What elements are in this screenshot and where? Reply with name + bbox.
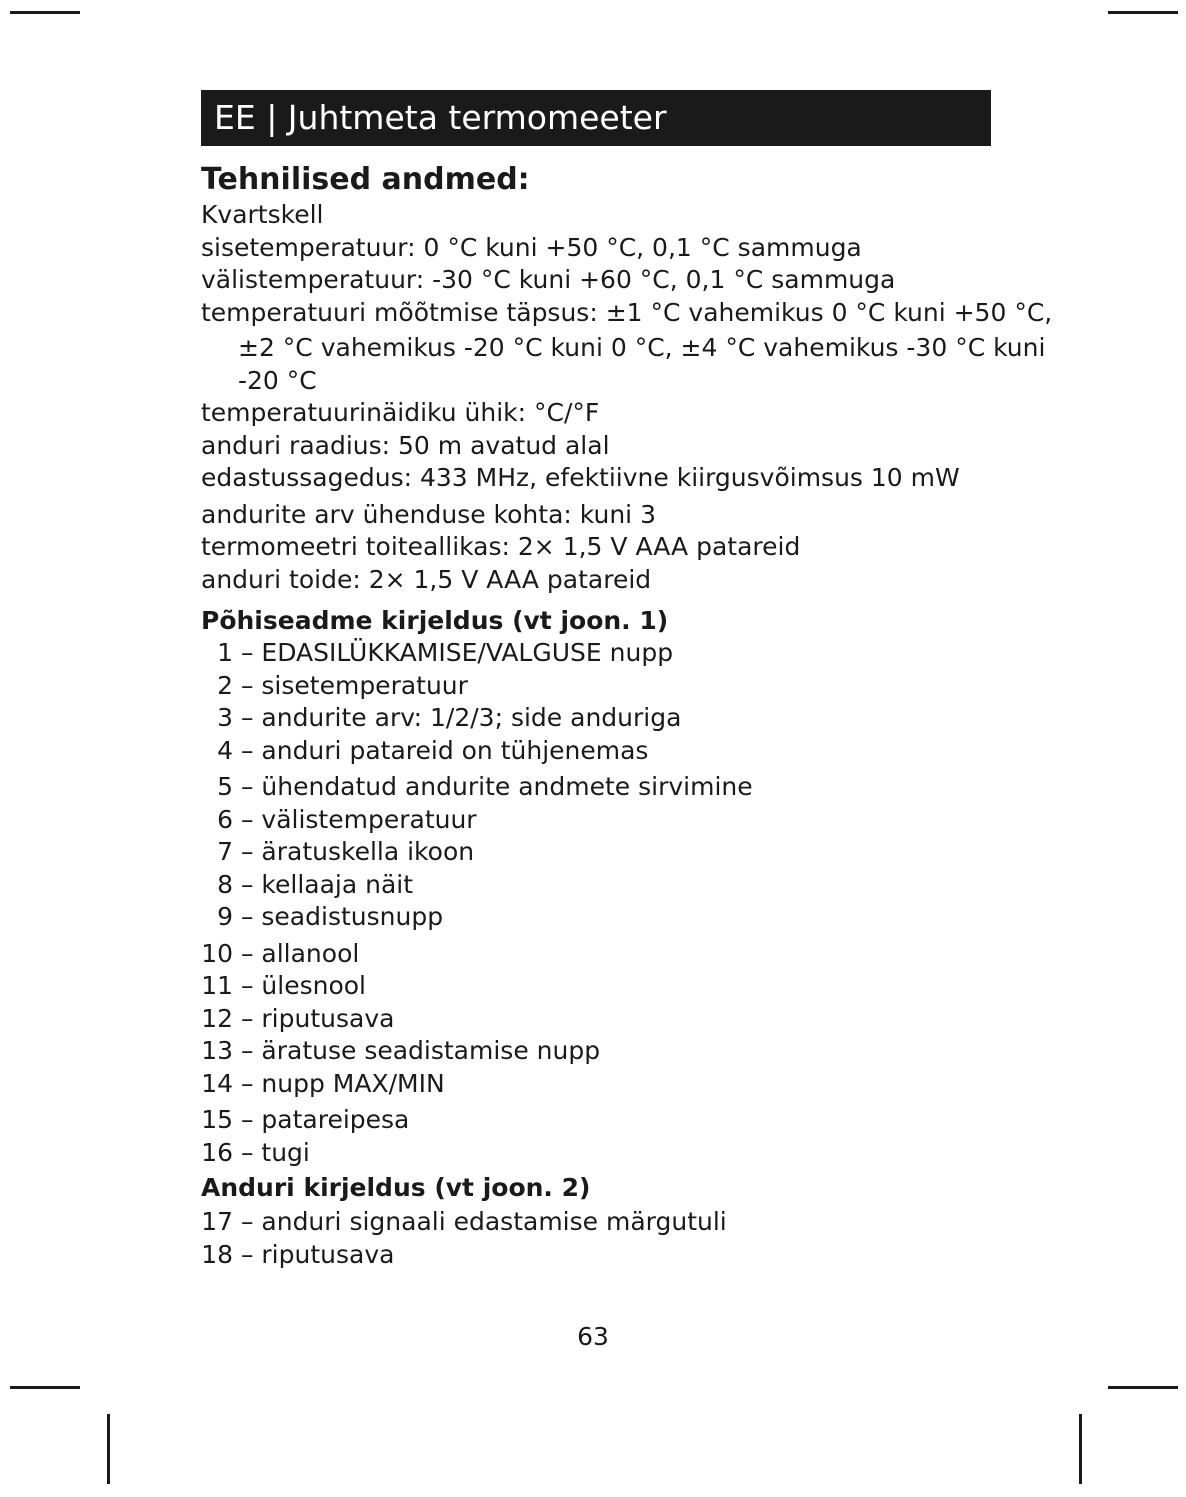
main-unit-heading: Põhiseadme kirjeldus (vt joon. 1) <box>201 606 669 635</box>
item-number: 16 <box>201 1137 233 1167</box>
item-text: – äratuskella ikoon <box>240 837 475 866</box>
page-content <box>201 161 1053 1271</box>
crop-mark-vertical-right <box>1079 1414 1082 1484</box>
item-number: 13 <box>201 1036 233 1065</box>
list-item <box>201 804 991 837</box>
list-item <box>201 1239 991 1272</box>
item-number: 17 <box>201 1207 233 1236</box>
list-item <box>201 938 991 971</box>
item-number: 8 <box>217 869 233 899</box>
spec-line: temperatuuri mõõtmise täpsus: ±1 °C vahemikus 0 °C kuni +50 °C, <box>201 297 1053 327</box>
list-item <box>201 869 991 902</box>
item-text: – allanool <box>240 938 360 968</box>
item-number: 18 <box>201 1239 233 1269</box>
list-item <box>201 735 991 768</box>
sensor-heading: Anduri kirjeldus (vt joon. 2) <box>201 1173 591 1202</box>
spec-line-continuation: -20 °C <box>238 365 317 395</box>
list-item <box>201 670 991 703</box>
item-text: – andurite arv: 1/2/3; side anduriga <box>240 703 682 732</box>
item-text: – äratuse seadistamise nupp <box>240 1036 601 1065</box>
item-number: 2 <box>217 670 233 700</box>
list-item <box>201 1068 991 1101</box>
item-text: – sisetemperatuur <box>240 670 468 700</box>
item-number: 6 <box>217 804 233 834</box>
list-item <box>201 637 991 670</box>
item-text: – ühendatud andurite andmete sirvimine <box>240 772 753 801</box>
item-number: 9 <box>217 902 233 931</box>
spec-line: sisetemperatuur: 0 °C kuni +50 °C, 0,1 °C sammuga <box>201 232 862 262</box>
spec-line: edastussagedus: 433 MHz, efektiivne kiirgusvõimsus 10 mW <box>201 463 960 492</box>
list-item <box>201 970 991 1003</box>
item-number: 3 <box>217 703 233 732</box>
crop-mark-bottom-left <box>10 1386 80 1389</box>
item-text: – kellaaja näit <box>240 869 414 899</box>
spec-line: andurite arv ühenduse kohta: kuni 3 <box>201 499 656 529</box>
item-text: – ülesnool <box>240 971 366 1000</box>
list-item <box>201 1035 991 1068</box>
spec-line: temperatuurinäidiku ühik: °C/°F <box>201 398 600 427</box>
item-text: – riputusava <box>240 1239 395 1269</box>
crop-mark-top-left <box>10 11 80 14</box>
list-item <box>201 1104 991 1137</box>
spec-line: välistemperatuur: -30 °C kuni +60 °C, 0,1 °C sammuga <box>201 265 896 294</box>
item-text: – seadistusnupp <box>240 902 444 931</box>
specs-heading: Tehnilised andmed: <box>201 162 530 197</box>
list-item <box>201 702 991 735</box>
page-number: 63 <box>577 1322 609 1351</box>
spec-line: Kvartskell <box>201 200 324 229</box>
spec-line: anduri toide: 2× 1,5 V AAA patareid <box>201 564 652 594</box>
item-number: 15 <box>201 1105 233 1134</box>
item-number: 12 <box>201 1003 233 1033</box>
item-text: – nupp MAX/MIN <box>240 1068 445 1098</box>
list-item <box>201 1137 991 1170</box>
list-item <box>201 836 991 869</box>
crop-mark-top-right <box>1108 11 1178 14</box>
page-header-bar: EE | Juhtmeta termomeeter <box>201 90 991 146</box>
item-text: – EDASILÜKKAMISE/VALGUSE nupp <box>240 638 674 667</box>
item-text: – anduri patareid on tühjenemas <box>240 735 649 765</box>
item-number: 4 <box>217 735 233 765</box>
item-number: 14 <box>201 1068 233 1098</box>
item-text: – anduri signaali edastamise märgutuli <box>240 1207 727 1236</box>
item-number: 10 <box>201 938 233 968</box>
list-item <box>201 771 991 804</box>
item-number: 7 <box>217 837 233 866</box>
item-number: 11 <box>201 971 233 1000</box>
spec-line: termomeetri toiteallikas: 2× 1,5 V AAA patareid <box>201 532 801 561</box>
list-item <box>201 901 991 934</box>
item-text: – patareipesa <box>240 1105 410 1134</box>
crop-mark-vertical-left <box>107 1414 110 1484</box>
item-number: 5 <box>217 772 233 801</box>
item-text: – välistemperatuur <box>240 804 477 834</box>
spec-line: anduri raadius: 50 m avatud alal <box>201 430 610 460</box>
spec-line-continuation: ±2 °C vahemikus -20 °C kuni 0 °C, ±4 °C vahemikus -30 °C kuni <box>238 333 1046 362</box>
list-item <box>201 1206 991 1239</box>
list-item <box>201 1003 991 1036</box>
item-text: – tugi <box>240 1137 310 1167</box>
item-number: 1 <box>217 638 233 667</box>
crop-mark-bottom-right <box>1108 1386 1178 1389</box>
item-text: – riputusava <box>240 1003 395 1033</box>
